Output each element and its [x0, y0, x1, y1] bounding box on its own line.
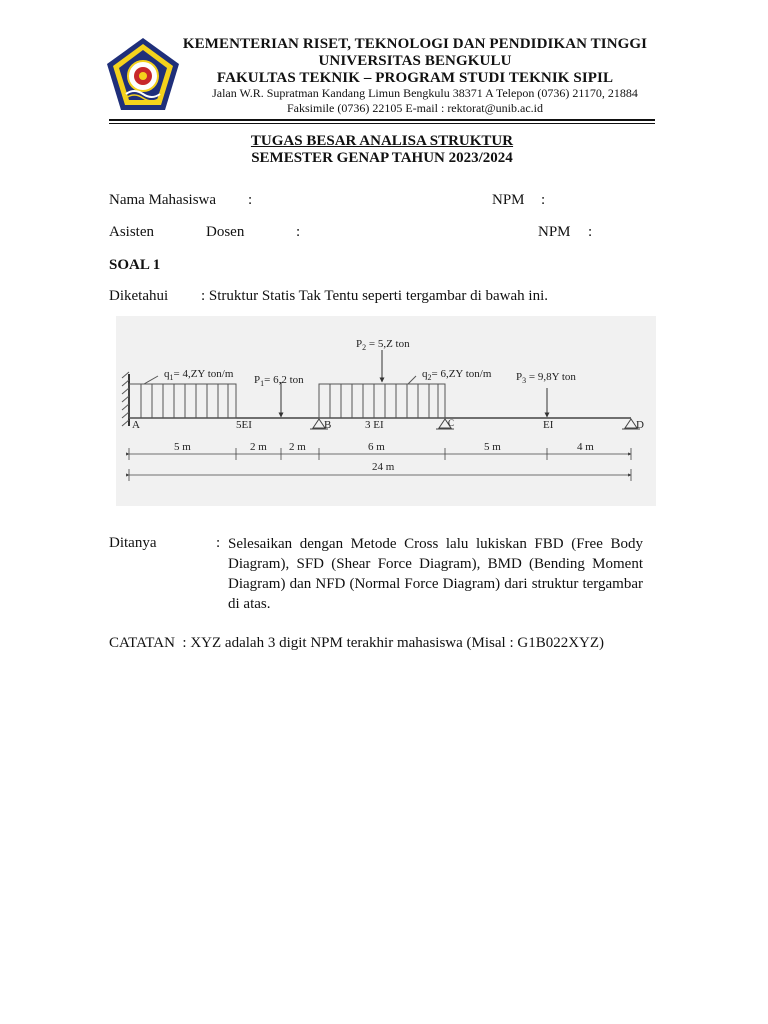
header-address: Jalan W.R. Supratman Kandang Limun Bengkulu 38371 A Telepon (0736) 21170, 21884	[212, 86, 638, 100]
distributed-load-q1	[129, 376, 236, 418]
ditanya-label: Ditanya	[109, 535, 157, 551]
dim-4: 6 m	[368, 441, 385, 453]
dim-3: 2 m	[289, 441, 306, 453]
catatan-text: CATATAN : XYZ adalah 3 digit NPM terakhir mahasiswa (Misal : G1B022XYZ)	[109, 635, 605, 651]
ditanya-text: Selesaikan dengan Metode Cross lalu lukiskan FBD (Free Body Diagram), SFD (Shear Force Diagram), BMD (Bending Moment Diagram) dan NFD (Normal Force Diagram) dari struktur tergambar di atas.	[228, 536, 643, 612]
dim-total: 24 m	[372, 461, 395, 473]
header-faculty: FAKULTAS TEKNIK – PROGRAM STUDI TEKNIK SIPIL	[216, 70, 614, 86]
label-q2: $q_2= 6,ZY$ ton/m	[422, 368, 492, 382]
dosen-label: Dosen	[206, 224, 245, 240]
header-university: UNIVERSITAS BENGKULU	[318, 53, 512, 69]
label-node-d: D	[636, 419, 644, 431]
nama-colon: :	[248, 192, 253, 208]
assignment-title: TUGAS BESAR ANALISA STRUKTUR	[250, 133, 514, 149]
distributed-load-q2	[319, 376, 445, 418]
label-ei-2: 3 EI	[365, 419, 384, 431]
label-p1: $P_1= 6,2$ ton	[254, 374, 304, 388]
label-p2: $P_2 = 5,Z$ ton	[356, 338, 410, 352]
label-p3: $P_3 = 9,8Y$ ton	[516, 371, 576, 385]
npm-label-1: NPM	[492, 192, 525, 208]
label-node-a: A	[132, 419, 140, 431]
nama-label: Nama Mahasiswa	[109, 192, 217, 208]
diketahui-text: : Struktur Statis Tak Tentu seperti tergambar di bawah ini.	[201, 288, 549, 304]
dosen-colon: :	[296, 224, 301, 240]
label-ei-1: 5EI	[236, 419, 252, 431]
structure-diagram	[116, 316, 656, 506]
npm-colon-1: :	[541, 192, 546, 208]
npm-label-2: NPM	[538, 224, 571, 240]
header-rule-thick	[109, 119, 655, 121]
header-ministry: KEMENTERIAN RISET, TEKNOLOGI DAN PENDIDIKAN TINGGI	[182, 36, 648, 52]
label-node-c: C	[448, 418, 455, 428]
dim-1: 5 m	[174, 441, 191, 453]
header-contact: Faksimile (0736) 22105 E-mail : rektorat@unib.ac.id	[287, 101, 543, 115]
npm-colon-2: :	[588, 224, 593, 240]
fixed-support-a	[122, 372, 129, 426]
asisten-label: Asisten	[109, 224, 154, 240]
header-rule-thin	[109, 123, 655, 124]
label-ei-3: EI	[543, 419, 554, 431]
dim-6: 4 m	[577, 441, 594, 453]
dim-2: 2 m	[250, 441, 267, 453]
ditanya-colon: :	[216, 535, 221, 551]
diketahui-label: Diketahui	[109, 288, 169, 304]
soal-heading: SOAL 1	[109, 257, 161, 273]
label-q1: $q_1= 4,ZY$ ton/m	[164, 368, 234, 382]
dim-5: 5 m	[484, 441, 501, 453]
label-node-b: B	[324, 419, 332, 431]
semester-title: SEMESTER GENAP TAHUN 2023/2024	[251, 150, 513, 166]
